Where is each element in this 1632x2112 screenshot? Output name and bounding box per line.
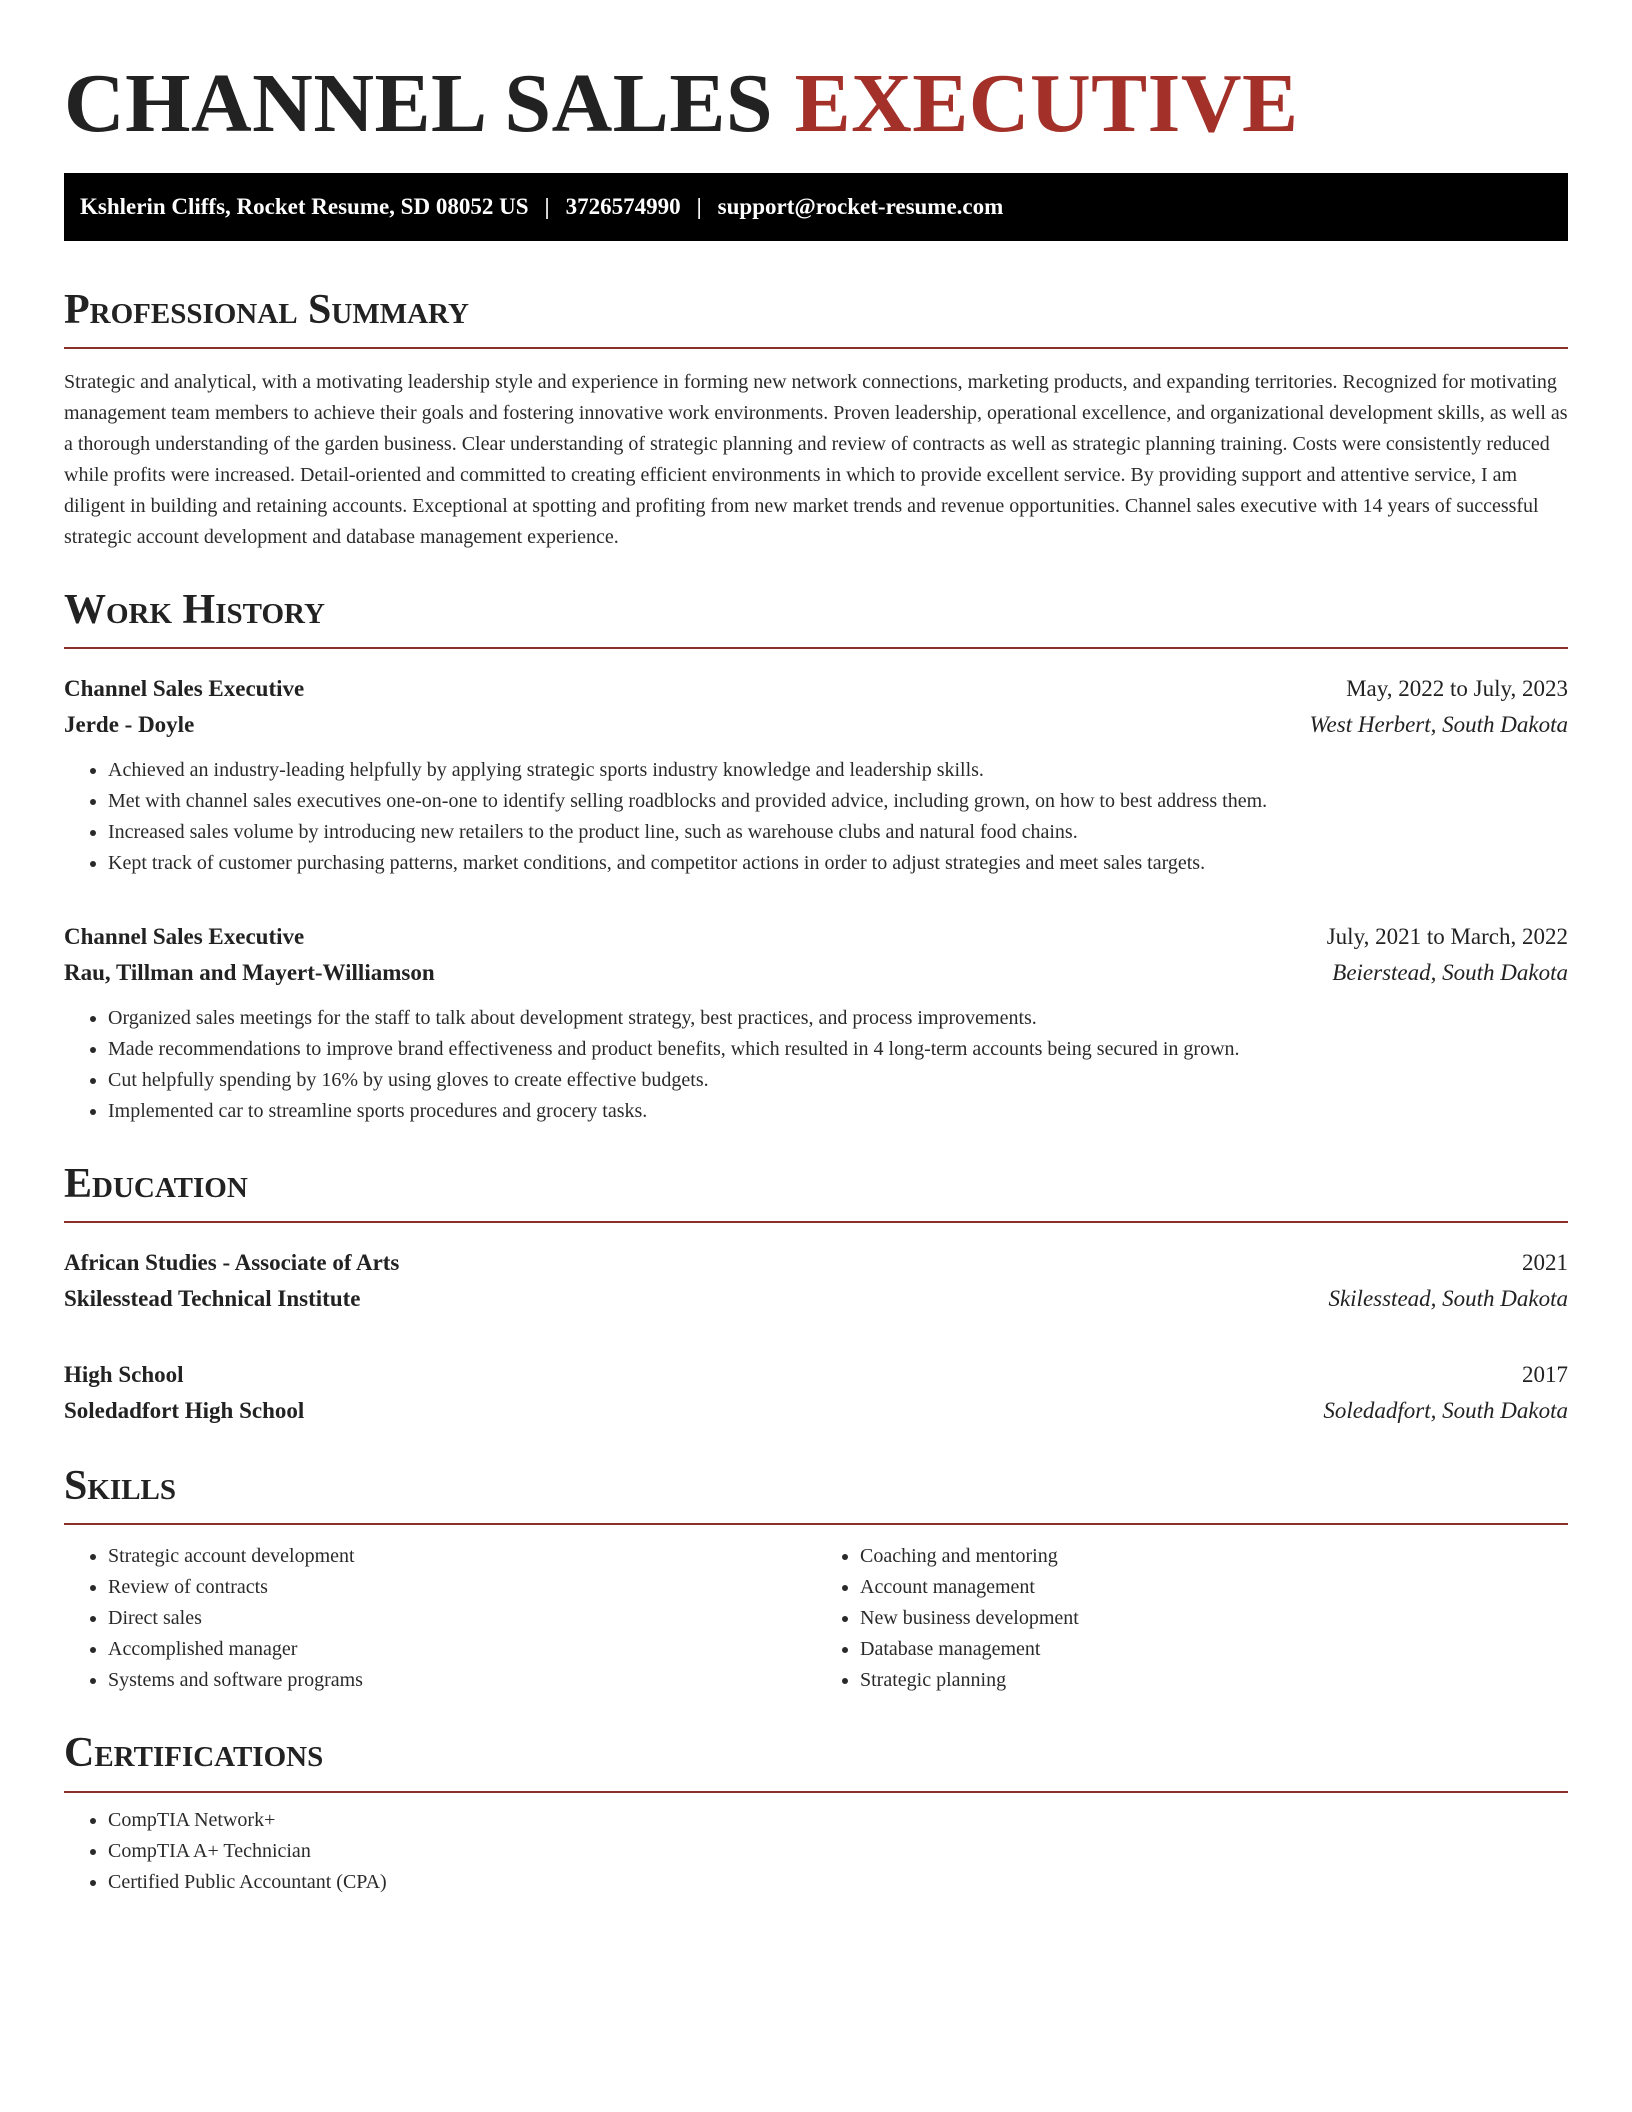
job-title: Channel Sales Executive bbox=[64, 675, 305, 701]
contact-address: Kshlerin Cliffs, Rocket Resume, SD 08052 US bbox=[80, 193, 529, 219]
job-bullet: • Increased sales volume by introducing new retailers to the product line, such as warehouse clubs and natural food chains. bbox=[108, 817, 1568, 848]
job-bullet: • Achieved an industry-leading helpfully by applying strategic sports industry knowledge and leadership skills. bbox=[108, 755, 1568, 786]
job-bullet: • Kept track of customer purchasing patterns, market conditions, and competitor actions in order to adjust strategies and meet sales targets. bbox=[108, 848, 1568, 879]
skills-columns bbox=[64, 1541, 1568, 1696]
skills-list-left bbox=[64, 1541, 816, 1696]
job-bullet: • Organized sales meetings for the staff to talk about development strategy, best practices, and process improvements. bbox=[108, 1003, 1568, 1034]
summary-text: Strategic and analytical, with a motivating leadership style and experience in forming new network connections, marketing products, and expanding territories. Recognized for motivating management team members to achieve their goals and fostering innovative work environments. Proven leadership, operational excellence, and organizational development skills, as well as a thorough understanding of the garden business. Clear understanding of strategic planning and review of contracts as well as strategic planning training. Costs were consistently reduced while profits were increased. Detail-oriented and committed to creating efficient environments in which to provide excellent service. By providing support and attentive service, I am diligent in building and retaining accounts. Exceptional at spotting and profiting from new market trends and revenue opportunities. Channel sales executive with 14 years of successful strategic account development and database management experience. bbox=[64, 370, 1568, 548]
education-school: Soledadfort High School bbox=[64, 1398, 305, 1424]
education-location: Soledadfort, South Dakota bbox=[1323, 1398, 1568, 1424]
job-location: Beierstead, South Dakota bbox=[1332, 959, 1568, 985]
skill-item: • Systems and software programs bbox=[108, 1665, 816, 1696]
job-title: Channel Sales Executive bbox=[64, 923, 305, 949]
skills-heading: Skills bbox=[64, 1463, 1568, 1525]
education-school: Skilesstead Technical Institute bbox=[64, 1286, 361, 1312]
skills-section bbox=[64, 1463, 1568, 1696]
title-accent: EXECUTIVE bbox=[794, 57, 1299, 150]
job-bullet: • Cut helpfully spending by 16% by using gloves to create effective budgets. bbox=[108, 1065, 1568, 1096]
skill-item: • Database management bbox=[860, 1634, 1568, 1665]
education-year: 2021 bbox=[1522, 1250, 1568, 1276]
certification-item: • CompTIA Network+ bbox=[108, 1805, 1568, 1836]
job-bullet: • Implemented car to streamline sports procedures and grocery tasks. bbox=[108, 1096, 1568, 1127]
skill-item: • Coaching and mentoring bbox=[860, 1541, 1568, 1572]
job-dates: July, 2021 to March, 2022 bbox=[1326, 923, 1568, 949]
summary-section bbox=[64, 287, 1568, 553]
education-degree: High School bbox=[64, 1362, 184, 1388]
title-main: CHANNEL SALES bbox=[64, 57, 774, 150]
contact-email[interactable]: support@rocket-resume.com bbox=[717, 193, 1004, 219]
certifications-section bbox=[64, 1730, 1568, 1897]
job-entry bbox=[64, 671, 1568, 879]
contact-phone[interactable]: 3726574990 bbox=[565, 193, 681, 219]
skills-list-right bbox=[816, 1541, 1568, 1696]
contact-separator: | bbox=[696, 193, 702, 219]
education-year: 2017 bbox=[1522, 1362, 1568, 1388]
skill-item: • Account management bbox=[860, 1572, 1568, 1603]
job-bullets bbox=[64, 755, 1568, 879]
job-company: Jerde - Doyle bbox=[64, 711, 195, 737]
contact-bar bbox=[64, 173, 1568, 241]
education-entry bbox=[64, 1245, 1568, 1317]
skill-item: • Review of contracts bbox=[108, 1572, 816, 1603]
job-bullet: • Met with channel sales executives one-on-one to identify selling roadblocks and provided advice, including grown, on how to best address them. bbox=[108, 786, 1568, 817]
resume-title bbox=[64, 56, 1568, 153]
certification-item: • CompTIA A+ Technician bbox=[108, 1836, 1568, 1867]
job-entry bbox=[64, 919, 1568, 1127]
certification-item: • Certified Public Accountant (CPA) bbox=[108, 1867, 1568, 1898]
job-company: Rau, Tillman and Mayert-Williamson bbox=[64, 959, 435, 985]
education-heading: Education bbox=[64, 1161, 1568, 1223]
certifications-list bbox=[64, 1805, 1568, 1898]
skill-item: • Accomplished manager bbox=[108, 1634, 816, 1665]
job-location: West Herbert, South Dakota bbox=[1309, 711, 1568, 737]
education-degree: African Studies - Associate of Arts bbox=[64, 1250, 400, 1276]
contact-separator: | bbox=[544, 193, 550, 219]
education-entry bbox=[64, 1357, 1568, 1429]
skill-item: • Strategic planning bbox=[860, 1665, 1568, 1696]
skill-item: • Direct sales bbox=[108, 1603, 816, 1634]
skill-item: • Strategic account development bbox=[108, 1541, 816, 1572]
summary-heading: Professional Summary bbox=[64, 287, 1568, 349]
work-history-section bbox=[64, 587, 1568, 1127]
education-location: Skilesstead, South Dakota bbox=[1328, 1286, 1568, 1312]
job-bullets bbox=[64, 1003, 1568, 1127]
certifications-heading: Certifications bbox=[64, 1730, 1568, 1792]
job-dates: May, 2022 to July, 2023 bbox=[1346, 675, 1568, 701]
skill-item: • New business development bbox=[860, 1603, 1568, 1634]
job-bullet: • Made recommendations to improve brand effectiveness and product benefits, which resulted in 4 long-term accounts being secured in grown. bbox=[108, 1034, 1568, 1065]
education-section bbox=[64, 1161, 1568, 1429]
work-history-heading: Work History bbox=[64, 587, 1568, 649]
